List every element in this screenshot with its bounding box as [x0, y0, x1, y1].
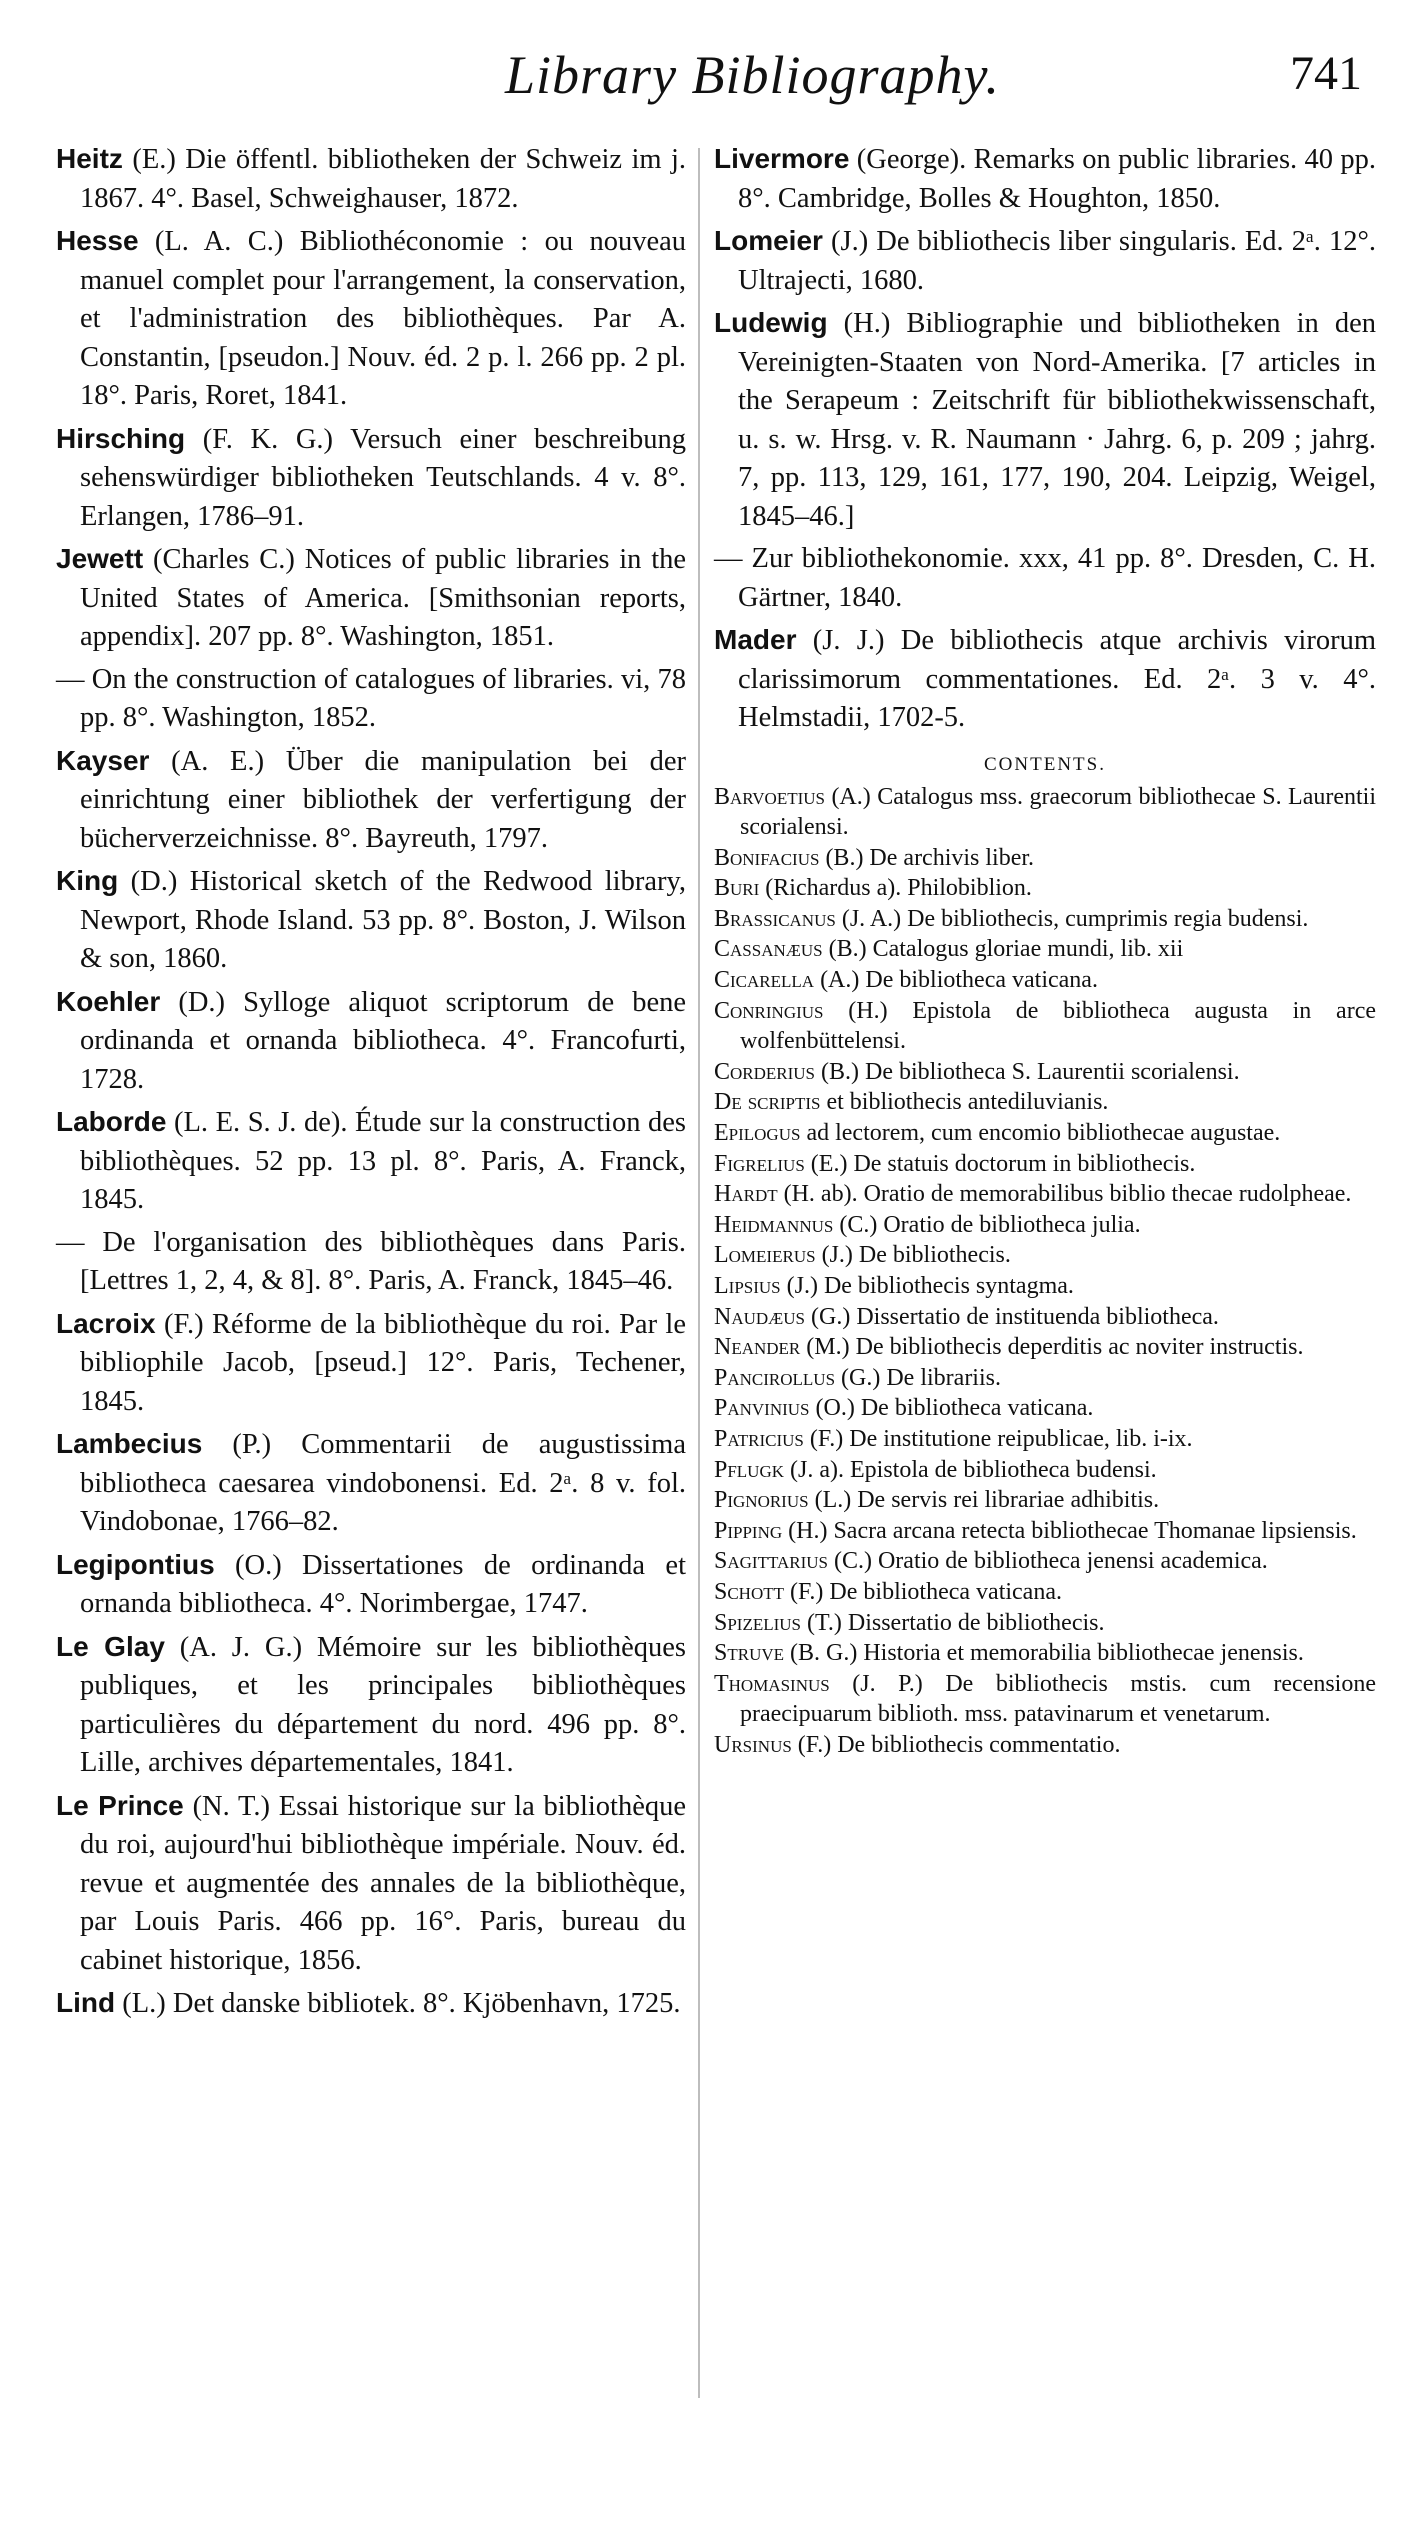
bibliography-entry	[56, 1425, 686, 1542]
bibliography-entry	[714, 222, 1376, 300]
contents-title: (M.) De bibliothecis deperditis ac noviter instructis.	[806, 1334, 1304, 1361]
contents-item	[714, 1608, 1376, 1639]
entry-text: — De l'organisation des bibliothèques dans Paris. [Lettres 1, 2, 4, & 8]. 8°. Paris, A. Franck, 1845–46.	[56, 1226, 686, 1296]
entry-text: (Charles C.) Notices of public libraries in the United States of America. [Smithsonian reports, appendix]. 207 pp. 8°. Washington, 1851.	[80, 544, 687, 652]
entry-text: (J. J.) De bibliothecis atque archivis virorum clarissimorum commentationes. Ed. 2ᵃ. 3 v. 4°. Helmstadii, 1702-5.	[738, 625, 1376, 733]
contents-title: (F.) De bibliotheca vaticana.	[790, 1578, 1062, 1605]
entry-text: — Zur bibliothekonomie. xxx, 41 pp. 8°. Dresden, C. H. Gärtner, 1840.	[714, 543, 1376, 613]
contents-item	[714, 1455, 1376, 1486]
contents-title: (H.) Epistola de bibliotheca augusta in arce wolfenbüttelensi.	[740, 997, 1377, 1055]
entry-text: (George). Remarks on public libraries. 40 pp. 8°. Cambridge, Bolles & Houghton, 1850.	[738, 144, 1377, 214]
entry-author: Legipontius	[56, 1548, 215, 1580]
entry-author: Le Glay	[56, 1630, 165, 1662]
right-column	[714, 140, 1376, 1761]
contents-item	[714, 1730, 1376, 1761]
entry-text: (A. J. G.) Mémoire sur les bibliothèques publiques, et les principales bibliothèques particulières du département du nord. 496 pp. 8°. Lille, archives départementales, 1841.	[80, 1631, 686, 1778]
entry-author: King	[56, 865, 119, 896]
contents-title: (A.) Catalogus mss. graecorum bibliothecae S. Laurentii scorialensi.	[740, 783, 1376, 841]
entry-author: Hesse	[56, 225, 139, 256]
contents-title: (J. A.) De bibliothecis, cumprimis regia budensi.	[841, 905, 1309, 932]
contents-item	[714, 1210, 1376, 1241]
bibliography-entry	[56, 1628, 686, 1783]
entry-author: Jewett	[56, 543, 144, 574]
contents-author: Epilogus	[714, 1120, 801, 1147]
entry-author: Lind	[56, 1987, 116, 2018]
entry-author: Le Prince	[56, 1789, 184, 1821]
contents-author: Hardt	[714, 1181, 778, 1208]
contents-title: (B.) De bibliotheca S. Laurentii scorialensi.	[821, 1058, 1240, 1085]
contents-item	[714, 1638, 1376, 1669]
contents-author: Conringius	[714, 997, 824, 1024]
contents-title: (A.) De bibliotheca vaticana.	[820, 967, 1098, 994]
contents-author: Patricius	[714, 1425, 804, 1452]
contents-title: (Richardus a). Philobiblion.	[765, 875, 1032, 902]
contents-item	[714, 1118, 1376, 1149]
contents-author: Sagittarius	[714, 1548, 828, 1575]
entry-author: Kayser	[56, 744, 150, 776]
contents-title: (B. G.) Historia et memorabilia bibliothecae jenensis.	[790, 1640, 1304, 1667]
contents-author: Heidmannus	[714, 1211, 834, 1238]
entry-text: — On the construction of catalogues of libraries. vi, 78 pp. 8°. Washington, 1852.	[56, 663, 686, 733]
contents-item	[714, 1669, 1376, 1730]
entry-text: (L.) Det danske bibliotek. 8°. Kjöbenhavn, 1725.	[122, 1988, 681, 2019]
entry-author: Heitz	[56, 143, 123, 174]
contents-author: Figrelius	[714, 1150, 805, 1177]
contents-title: (J. P.) De bibliothecis mstis. cum recensione praecipuarum biblioth. mss. patavinarum et venetarum.	[740, 1670, 1377, 1728]
contents-list	[714, 782, 1376, 1761]
contents-title: (H.) Sacra arcana retecta bibliothecae Thomanae lipsiensis.	[788, 1517, 1357, 1544]
contents-title: (B.) De archivis liber.	[825, 844, 1035, 871]
contents-title: (O.) De bibliotheca vaticana.	[815, 1395, 1094, 1422]
contents-item	[714, 904, 1376, 935]
entry-text: (N. T.) Essai historique sur la bibliothèque du roi, aujourd'hui bibliothèque impériale. Nouv. éd. revue et augmentée des annales de la bibliothèque, par Louis Paris. 466 pp. 16°. Paris, bureau du cabinet historique, 1856.	[80, 1790, 687, 1976]
contents-author: Struve	[714, 1640, 785, 1667]
contents-author: Lipsius	[714, 1273, 781, 1299]
contents-author: Ursinus	[714, 1731, 792, 1758]
entry-author: Koehler	[56, 985, 161, 1017]
entry-author: Lacroix	[56, 1307, 156, 1339]
contents-item	[714, 1302, 1376, 1333]
entry-author: Lomeier	[714, 225, 823, 256]
contents-author: Barvoetius	[714, 783, 825, 810]
contents-author: Neander	[714, 1334, 801, 1361]
contents-title: (T.) Dissertatio de bibliothecis.	[807, 1609, 1105, 1636]
contents-item	[714, 1516, 1376, 1547]
contents-title: (J.) De bibliothecis syntagma.	[786, 1273, 1074, 1299]
contents-title: (G.) Dissertatio de instituenda bibliotheca.	[811, 1303, 1219, 1330]
bibliography-entry	[714, 304, 1376, 536]
contents-author: Panvinius	[714, 1395, 810, 1422]
contents-title: (E.) De statuis doctorum in bibliothecis.	[810, 1150, 1196, 1177]
contents-author: Pignorius	[714, 1487, 809, 1514]
entry-author: Laborde	[56, 1106, 167, 1137]
contents-author: Naudæus	[714, 1303, 806, 1330]
contents-author: Buri	[714, 875, 760, 902]
contents-item	[714, 873, 1376, 904]
bibliography-entry	[56, 222, 686, 416]
column-divider	[698, 148, 700, 2398]
entry-text: (F. K. G.) Versuch einer beschreibung sehenswürdiger bibliotheken Teutschlands. 4 v. 8°. Erlangen, 1786–91.	[80, 423, 686, 532]
contents-item	[714, 782, 1376, 843]
contents-author: Pancirollus	[714, 1364, 836, 1391]
entry-author: Mader	[714, 624, 797, 655]
contents-item	[714, 1577, 1376, 1608]
contents-author: Corderius	[714, 1058, 816, 1085]
contents-item	[714, 1424, 1376, 1455]
contents-item	[714, 843, 1376, 874]
contents-title: (B.) Catalogus gloriae mundi, lib. xii	[828, 936, 1184, 963]
entry-text: (L. E. S. J. de). Étude sur la construction des bibliothèques. 52 pp. 13 pl. 8°. Paris, A. Franck, 1845.	[80, 1107, 686, 1215]
entry-text: (P.) Commentarii de augustissima bibliotheca caesarea vindobonensi. Ed. 2ᵃ. 8 v. fol. Vindobonae, 1766–82.	[80, 1429, 686, 1537]
contents-author: De scriptis	[714, 1089, 821, 1116]
contents-title: (F.) De institutione reipublicae, lib. i-ix.	[809, 1425, 1193, 1452]
contents-author: Bonifacius	[714, 844, 820, 871]
left-column	[56, 140, 686, 2028]
entry-author: Livermore	[714, 143, 850, 174]
contents-title: (J. a). Epistola de bibliotheca budensi.	[790, 1456, 1157, 1483]
bibliography-entry	[714, 140, 1376, 218]
contents-item	[714, 996, 1376, 1057]
entry-text: (D.) Sylloge aliquot scriptorum de bene ordinanda et ornanda bibliotheca. 4°. Francofurti, 1728.	[80, 986, 686, 1095]
contents-item	[714, 1087, 1376, 1118]
contents-title: (C.) Oratio de bibliotheca jenensi academica.	[833, 1548, 1268, 1575]
contents-item	[714, 1546, 1376, 1577]
bibliography-entry	[56, 661, 686, 738]
contents-item	[714, 965, 1376, 996]
bibliography-entry	[714, 540, 1376, 617]
contents-item	[714, 1271, 1376, 1302]
page-number: 741	[1290, 47, 1362, 100]
contents-author: Pipping	[714, 1517, 783, 1544]
entry-text: (L. A. C.) Bibliothéconomie : ou nouveau manuel complet pour l'arrangement, la conservation, et l'administration des bibliothèques. Par A. Constantin, [pseudon.] Nouv. éd. 2 p. l. 266 pp. 2 pl. 18°. Paris, Roret, 1841.	[80, 226, 686, 411]
bibliography-entry	[56, 742, 686, 859]
bibliography-entry	[56, 540, 686, 657]
contents-author: Spizelius	[714, 1609, 802, 1636]
contents-item	[714, 1363, 1376, 1394]
contents-author: Lomeierus	[714, 1242, 816, 1269]
contents-item	[714, 1393, 1376, 1424]
bibliography-entry	[56, 420, 686, 537]
contents-title: (F.) De bibliothecis commentatio.	[797, 1731, 1121, 1758]
contents-item	[714, 934, 1376, 965]
right-entries	[714, 140, 1376, 738]
entry-text: (D.) Historical sketch of the Redwood library, Newport, Rhode Island. 53 pp. 8°. Boston, J. Wilson & son, 1860.	[80, 866, 686, 974]
bibliography-entry	[56, 1103, 686, 1220]
entry-text: (E.) Die öffentl. bibliotheken der Schweiz im j. 1867. 4°. Basel, Schweighauser, 1872.	[80, 144, 686, 214]
entry-text: (F.) Réforme de la bibliothèque du roi. Par le bibliophile Jacob, [pseud.] 12°. Paris, Techener, 1845.	[80, 1308, 686, 1417]
contents-author: Cicarella	[714, 967, 815, 994]
contents-title: (J.) De bibliothecis.	[821, 1242, 1011, 1269]
entry-author: Ludewig	[714, 307, 828, 338]
contents-author: Pflugk	[714, 1456, 785, 1483]
contents-item	[714, 1149, 1376, 1180]
contents-title: (C.) Oratio de bibliotheca julia.	[839, 1211, 1141, 1238]
contents-title: (G.) De librariis.	[841, 1364, 1001, 1391]
contents-author: Cassanæus	[714, 936, 823, 963]
bibliography-entry	[56, 140, 686, 218]
entry-text: (O.) Dissertationes de ordinanda et ornanda bibliotheca. 4°. Norimbergae, 1747.	[80, 1549, 686, 1619]
page-header	[0, 44, 1428, 114]
contents-item	[714, 1240, 1376, 1271]
contents-heading: CONTENTS.	[984, 753, 1106, 775]
contents-item	[714, 1485, 1376, 1516]
contents-title: ad lectorem, cum encomio bibliothecae augustae.	[806, 1120, 1281, 1147]
bibliography-entry	[56, 862, 686, 979]
entry-author: Hirsching	[56, 422, 186, 454]
contents-title: (L.) De servis rei librariae adhibitis.	[814, 1487, 1160, 1514]
bibliography-entry	[56, 1787, 686, 1981]
entry-text: (H.) Bibliographie und bibliotheken in den Vereinigten-Staaten von Nord-Amerika. [7 articles in the Serapeum : Zeitschrift für bibliothekwissenschaft, u. s. w. Hrsg. v. R. Naumann · Jahrg. 6, p. 209 ; jahrg. 7, pp. 113, 129, 161, 177, 190, 204. Leipzig, Weigel, 1845–46.]	[738, 308, 1377, 532]
contents-author: Brassicanus	[714, 905, 836, 932]
contents-author: Thomasinus	[714, 1670, 830, 1697]
bibliography-entry	[56, 983, 686, 1100]
entry-text: (A. E.) Über die manipulation bei der einrichtung einer bibliothek der verfertigung der bücherverzeichnisse. 8°. Bayreuth, 1797.	[80, 745, 686, 854]
contents-title: et bibliothecis antediluvianis.	[826, 1089, 1109, 1116]
bibliography-entry	[56, 1984, 686, 2024]
contents-item	[714, 1332, 1376, 1363]
contents-title: (H. ab). Oratio de memorabilibus biblio thecae rudolpheae.	[783, 1181, 1352, 1208]
contents-item	[714, 1179, 1376, 1210]
entry-author: Lambecius	[56, 1428, 203, 1459]
bibliography-entry	[714, 621, 1376, 738]
contents-item	[714, 1057, 1376, 1088]
bibliography-entry	[56, 1305, 686, 1422]
bibliography-entry	[56, 1546, 686, 1624]
entry-text: (J.) De bibliothecis liber singularis. Ed. 2ᵃ. 12°. Ultrajecti, 1680.	[738, 226, 1376, 296]
contents-author: Schott	[714, 1578, 785, 1605]
running-title: Library Bibliography.	[505, 45, 1001, 105]
bibliography-entry	[56, 1224, 686, 1301]
